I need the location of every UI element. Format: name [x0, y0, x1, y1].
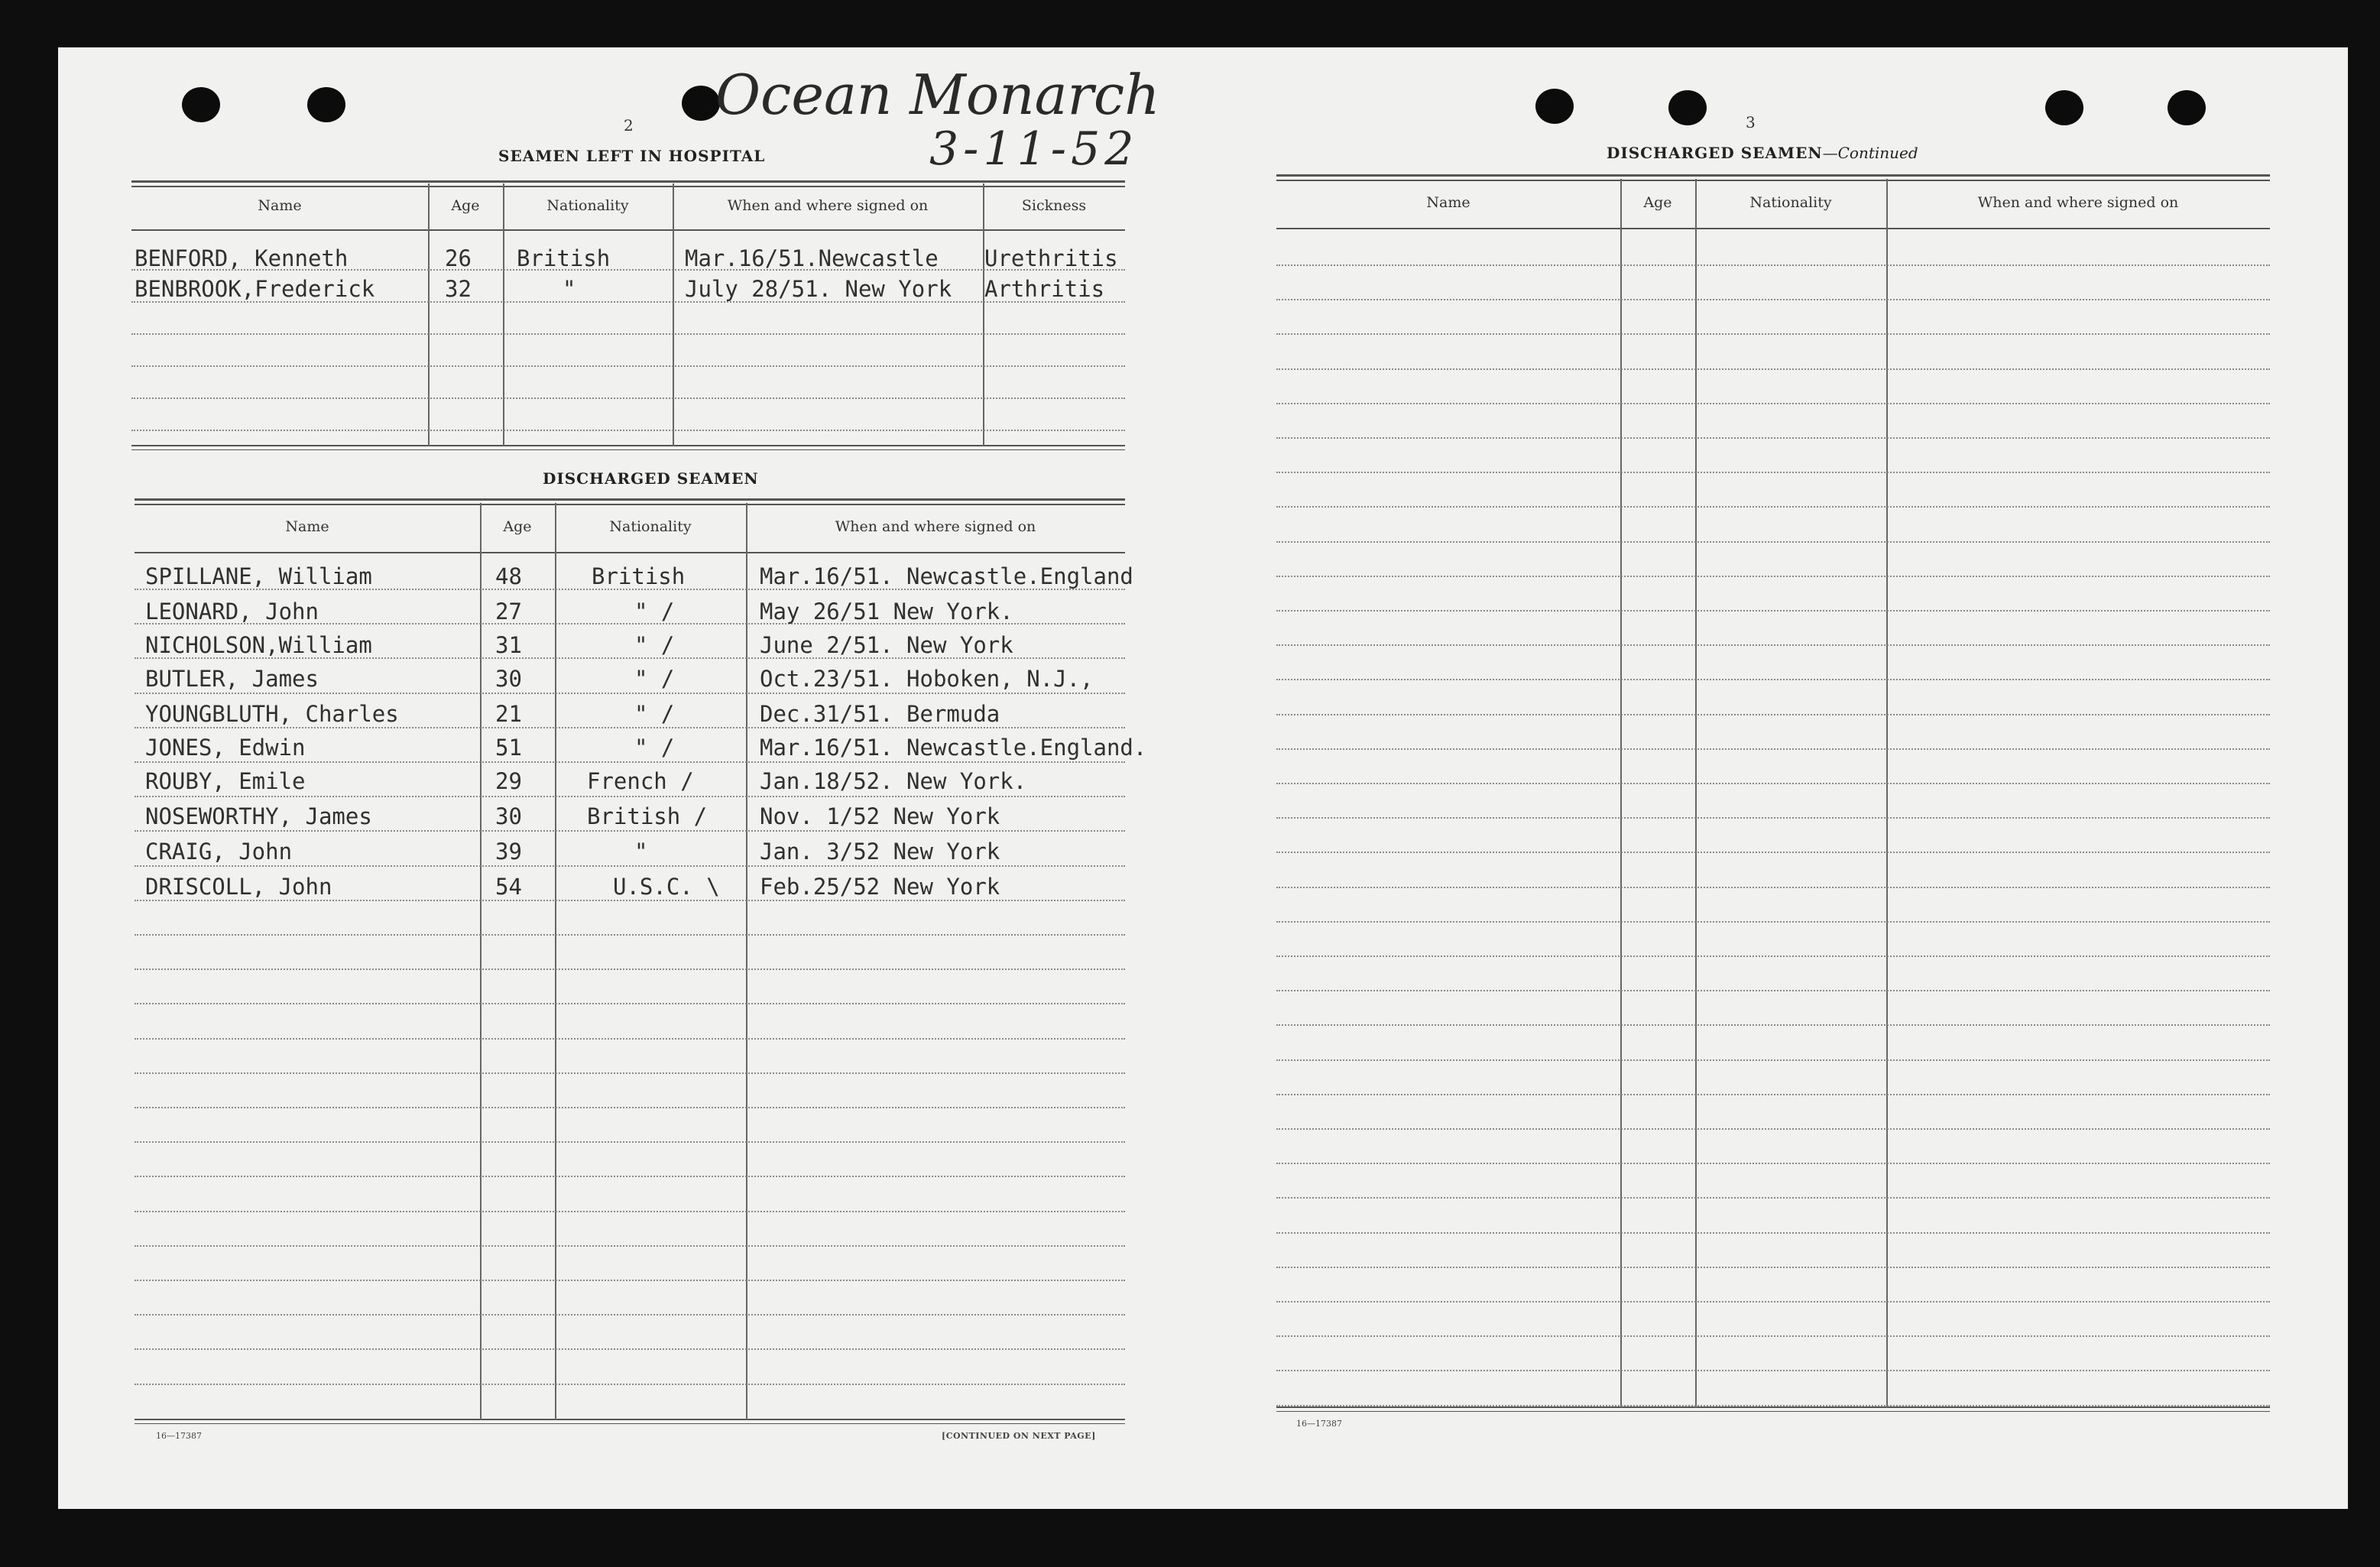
- hospital-row-line: [131, 397, 1125, 399]
- discharged-bottom-rule: [135, 1419, 1125, 1420]
- hospital-header-nationality: Nationality: [546, 197, 629, 214]
- right-header-nationality: Nationality: [1749, 194, 1832, 211]
- punch-hole: [1535, 89, 1574, 124]
- right-top-rule-2: [1276, 180, 2270, 181]
- discharged-signed-on: Jan.18/52. New York.: [760, 768, 1027, 794]
- discharged-col-divider: [746, 503, 747, 1420]
- hospital-top-rule-2: [131, 186, 1125, 187]
- row-line: [1276, 714, 2270, 715]
- discharged-top-rule-2: [135, 504, 1125, 505]
- manifest-sheet: [58, 47, 2348, 1509]
- row-line: [1276, 1024, 2270, 1026]
- row-line: [1276, 817, 2270, 819]
- discharged-nationality: British /: [587, 803, 708, 829]
- discharged-signed-on: Nov. 1/52 New York: [760, 803, 1000, 829]
- row-line: [1276, 576, 2270, 577]
- row-line: [1276, 887, 2270, 888]
- discharged-top-rule: [135, 498, 1125, 501]
- right-bottom-rule-2: [1276, 1411, 2270, 1412]
- discharged-name: JONES, Edwin: [145, 735, 306, 761]
- hospital-col-divider: [983, 183, 984, 446]
- discharged-name: LEONARD, John: [145, 599, 319, 625]
- discharged-nationality: British: [592, 563, 686, 589]
- hospital-header-age: Age: [451, 197, 480, 214]
- discharged-bottom-rule-2: [135, 1423, 1125, 1424]
- punch-hole: [2168, 90, 2206, 125]
- row-line: [1276, 1405, 2270, 1406]
- row-line: [1276, 644, 2270, 646]
- discharged-signed-on: Jan. 3/52 New York: [760, 839, 1000, 865]
- row-line: [1276, 472, 2270, 473]
- punch-hole: [1668, 90, 1707, 125]
- row-line: [1276, 1197, 2270, 1199]
- right-top-rule: [1276, 174, 2270, 177]
- discharged-signed-on: Oct.23/51. Hoboken, N.J.,: [760, 666, 1094, 692]
- row-line: [135, 1072, 1125, 1074]
- right-header-rule: [1276, 228, 2270, 229]
- hospital-row-line: [131, 430, 1125, 431]
- row-line: [1276, 299, 2270, 300]
- punch-hole: [307, 87, 345, 122]
- discharged-age: 30: [495, 803, 522, 829]
- row-line: [1276, 679, 2270, 680]
- discharged-nationality: " /: [634, 666, 675, 692]
- right-col-divider: [1886, 179, 1888, 1408]
- row-line: [135, 1107, 1125, 1108]
- discharged-header-nationality: Nationality: [609, 518, 692, 535]
- row-line: [1276, 990, 2270, 991]
- row-line: [135, 727, 1125, 728]
- row-line: [135, 900, 1125, 901]
- row-line: [135, 934, 1125, 936]
- discharged-header-name: Name: [285, 518, 329, 535]
- discharged-header-age: Age: [503, 518, 532, 535]
- hospital-row-line: [131, 333, 1125, 335]
- row-line: [135, 1176, 1125, 1177]
- row-line: [1276, 333, 2270, 335]
- discharged-name: CRAIG, John: [145, 839, 293, 865]
- form-number-left: 16—17387: [156, 1431, 202, 1441]
- discharged-name: NOSEWORTHY, James: [145, 803, 372, 829]
- punch-hole: [182, 87, 220, 122]
- right-title-main: DISCHARGED SEAMEN: [1607, 144, 1823, 162]
- right-section-title: [1607, 144, 1918, 162]
- row-line: [1276, 610, 2270, 612]
- hospital-header-name: Name: [258, 197, 302, 214]
- discharged-age: 29: [495, 768, 522, 794]
- row-line: [1276, 1163, 2270, 1164]
- right-col-divider: [1620, 179, 1622, 1408]
- discharged-header-signed-on: When and where signed on: [835, 518, 1036, 535]
- right-header-age: Age: [1643, 194, 1672, 211]
- discharged-nationality: " /: [634, 632, 675, 658]
- row-line: [135, 1384, 1125, 1385]
- row-line: [135, 1245, 1125, 1247]
- row-line: [135, 865, 1125, 867]
- hospital-col-divider: [428, 183, 430, 446]
- row-line: [1276, 1335, 2270, 1337]
- hospital-nationality: ": [563, 276, 576, 302]
- hospital-col-divider: [673, 183, 674, 446]
- hospital-section-title: SEAMEN LEFT IN HOSPITAL: [498, 147, 766, 165]
- discharged-name: BUTLER, James: [145, 666, 319, 692]
- discharged-nationality: " /: [634, 735, 675, 761]
- discharged-signed-on: Mar.16/51. Newcastle.England: [760, 563, 1133, 589]
- hospital-age: 32: [445, 276, 472, 302]
- right-title-suffix: —Continued: [1822, 144, 1918, 162]
- hospital-signed-on: Mar.16/51.Newcastle: [685, 245, 939, 271]
- right-col-divider: [1695, 179, 1697, 1408]
- discharged-age: 51: [495, 735, 522, 761]
- page-number-right: 3: [1746, 113, 1756, 131]
- row-line: [135, 1003, 1125, 1004]
- hospital-col-divider: [503, 183, 504, 446]
- row-line: [1276, 1267, 2270, 1268]
- hospital-top-rule: [131, 180, 1125, 183]
- hospital-header-rule: [131, 229, 1125, 231]
- row-line: [1276, 368, 2270, 370]
- discharged-signed-on: Feb.25/52 New York: [760, 874, 1000, 900]
- discharged-name: ROUBY, Emile: [145, 768, 306, 794]
- row-line: [1276, 403, 2270, 404]
- form-number-right: 16—17387: [1296, 1419, 1342, 1429]
- hospital-header-signed-on: When and where signed on: [727, 197, 929, 214]
- discharged-nationality: ": [634, 839, 648, 865]
- row-line: [135, 968, 1125, 970]
- discharged-signed-on: Dec.31/51. Bermuda: [760, 701, 1000, 727]
- row-line: [1276, 437, 2270, 439]
- hospital-name: BENBROOK,Frederick: [135, 276, 375, 302]
- row-line: [1276, 783, 2270, 784]
- discharged-name: DRISCOLL, John: [145, 874, 332, 900]
- hospital-nationality: British: [517, 245, 611, 271]
- hospital-age: 26: [445, 245, 472, 271]
- discharged-nationality: " /: [634, 599, 675, 625]
- discharged-name: NICHOLSON,William: [145, 632, 372, 658]
- row-line: [135, 1038, 1125, 1040]
- row-line: [1276, 264, 2270, 266]
- discharged-age: 48: [495, 563, 522, 589]
- row-line: [1276, 921, 2270, 923]
- row-line: [1276, 1232, 2270, 1234]
- row-line: [135, 796, 1125, 797]
- punch-hole: [682, 86, 720, 121]
- discharged-age: 21: [495, 701, 522, 727]
- row-line: [1276, 1128, 2270, 1130]
- hospital-bottom-rule-2: [131, 449, 1125, 450]
- discharged-col-divider: [555, 503, 556, 1420]
- row-line: [1276, 1301, 2270, 1303]
- discharged-age: 39: [495, 839, 522, 865]
- hospital-bottom-rule: [131, 445, 1125, 446]
- row-line: [1276, 852, 2270, 853]
- right-header-name: Name: [1426, 194, 1470, 211]
- row-line: [1276, 541, 2270, 543]
- row-line: [1276, 1059, 2270, 1061]
- discharged-nationality: U.S.C. \: [613, 874, 720, 900]
- row-line: [135, 1280, 1125, 1281]
- discharged-age: 54: [495, 874, 522, 900]
- hospital-header-sickness: Sickness: [1021, 197, 1087, 214]
- row-line: [1276, 1370, 2270, 1371]
- discharged-signed-on: June 2/51. New York: [760, 632, 1013, 658]
- hospital-name: BENFORD, Kenneth: [135, 245, 349, 271]
- discharged-signed-on: May 26/51 New York.: [760, 599, 1013, 625]
- row-line: [135, 1348, 1125, 1350]
- discharged-col-divider: [480, 503, 482, 1420]
- page-number-left: 2: [624, 116, 634, 135]
- discharged-name: SPILLANE, William: [145, 563, 372, 589]
- discharged-nationality: " /: [634, 701, 675, 727]
- discharged-header-rule: [135, 552, 1125, 553]
- row-line: [135, 1314, 1125, 1316]
- hospital-row-line: [131, 365, 1125, 367]
- row-line: [1276, 748, 2270, 750]
- handwritten-vessel-name: Ocean Monarch: [715, 63, 1160, 127]
- discharged-section-title: DISCHARGED SEAMEN: [543, 469, 759, 488]
- hospital-sickness: Arthritis: [984, 276, 1105, 302]
- row-line: [1276, 506, 2270, 508]
- row-line: [135, 1211, 1125, 1212]
- right-bottom-rule: [1276, 1406, 2270, 1408]
- discharged-name: YOUNGBLUTH, Charles: [145, 701, 399, 727]
- handwritten-date: 3-11-52: [929, 122, 1139, 176]
- row-line: [135, 693, 1125, 694]
- discharged-age: 27: [495, 599, 522, 625]
- punch-hole: [2045, 90, 2083, 125]
- discharged-nationality: French /: [587, 768, 694, 794]
- row-line: [135, 761, 1125, 763]
- discharged-age: 31: [495, 632, 522, 658]
- row-line: [1276, 955, 2270, 957]
- row-line: [135, 830, 1125, 832]
- row-line: [135, 1141, 1125, 1143]
- right-header-signed-on: When and where signed on: [1977, 194, 2179, 211]
- hospital-sickness: Urethritis: [984, 245, 1118, 271]
- continued-note: [CONTINUED ON NEXT PAGE]: [942, 1431, 1096, 1441]
- discharged-age: 30: [495, 666, 522, 692]
- hospital-signed-on: July 28/51. New York: [685, 276, 952, 302]
- row-line: [1276, 1094, 2270, 1095]
- discharged-signed-on: Mar.16/51. Newcastle.England.: [760, 735, 1147, 761]
